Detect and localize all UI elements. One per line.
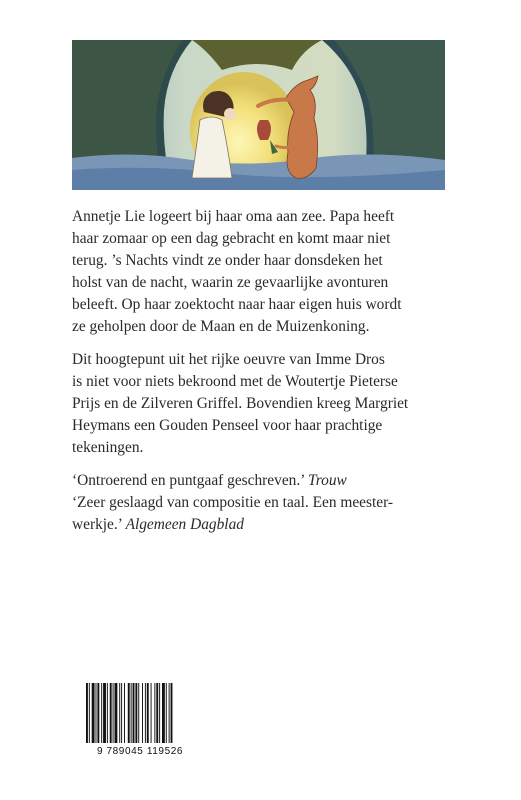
barcode-bar (133, 683, 135, 743)
barcode-bar (119, 683, 120, 743)
blurb-paragraph-1 (72, 206, 452, 338)
review-text: ‘Ontroerend en puntgaaf geschreven.’ (72, 472, 309, 489)
barcode-bar (113, 683, 114, 743)
barcode-bar (156, 683, 158, 743)
review-quote-2-cont (72, 514, 452, 536)
review-text: ‘Zeer geslaagd van compositie en taal. Een meester- (72, 494, 394, 511)
cover-illustration (72, 40, 445, 190)
blurb-line: Annetje Lie logeert bij haar oma aan zee. Papa heeft (72, 208, 395, 225)
barcode-bar (159, 683, 160, 743)
barcode-bar (145, 683, 146, 743)
barcode-bar (169, 683, 170, 743)
blurb-line: is niet voor niets bekroond met de Woutertje Pieterse (72, 373, 398, 390)
barcode-bars (84, 683, 196, 745)
review-source: Algemeen Dagblad (125, 516, 244, 533)
review-quote-2 (72, 492, 452, 514)
blurb-line: Prijs en de Zilveren Griffel. Bovendien kreeg Margriet (72, 395, 409, 412)
review-quotes (72, 470, 452, 536)
blurb-paragraph-2 (72, 349, 452, 459)
blurb-line: terug. ’s Nachts vindt ze onder haar donsdeken het (72, 252, 383, 269)
barcode-bar (171, 683, 173, 743)
barcode-bar (154, 683, 155, 743)
blurb-line: haar zomaar op een dag gebracht en komt maar niet (72, 230, 391, 247)
review-text: werkje.’ (72, 516, 126, 533)
blurb-line: tekeningen. (72, 439, 144, 456)
blurb-line: holst van de nacht, waarin ze gevaarlijke avonturen (72, 274, 389, 291)
barcode-bar (96, 683, 97, 743)
barcode-bar (103, 683, 106, 743)
blurb-line: beleeft. Op haar zoektocht naar haar eigen huis wordt (72, 296, 402, 313)
barcode-bar (147, 683, 149, 743)
barcode-bar (124, 683, 125, 743)
barcode-bar (142, 683, 143, 743)
barcode-bar (107, 683, 108, 743)
blurb-line: ze geholpen door de Maan en de Muizenkoning. (72, 318, 370, 335)
barcode-bar (135, 683, 137, 743)
review-quote-1 (72, 470, 452, 492)
barcode-bar (89, 683, 90, 743)
barcode (84, 683, 196, 761)
barcode-bar (115, 683, 118, 743)
blurb-line: Heymans een Gouden Penseel voor haar prachtige (72, 417, 383, 434)
review-source: Trouw (308, 472, 347, 489)
barcode-bar (128, 683, 130, 743)
barcode-bar (151, 683, 152, 743)
isbn-number: 9 789045 119526 (96, 746, 184, 757)
barcode-bar (92, 683, 95, 743)
blurb-line: Dit hoogtepunt uit het rijke oeuvre van Imme Dros (72, 351, 385, 368)
barcode-bar (131, 683, 132, 743)
barcode-bar (138, 683, 139, 743)
barcode-bar (86, 683, 88, 743)
barcode-bar (166, 683, 167, 743)
barcode-bar (101, 683, 102, 743)
barcode-bar (97, 683, 99, 743)
barcode-bar (121, 683, 122, 743)
barcode-bar (162, 683, 165, 743)
barcode-bar (110, 683, 112, 743)
